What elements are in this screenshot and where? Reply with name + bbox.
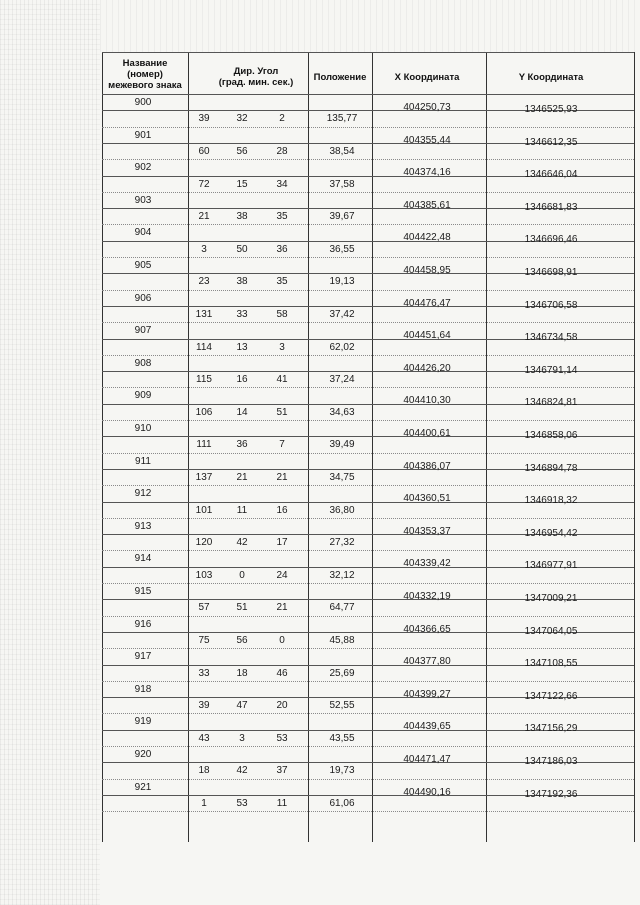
angle-degrees: 72 xyxy=(198,178,210,190)
angle-seconds: 28 xyxy=(276,145,288,157)
angle-degrees: 120 xyxy=(195,537,213,549)
scan-noise-top xyxy=(100,0,640,52)
grid-hline xyxy=(102,387,634,388)
angle-minutes: 42 xyxy=(236,765,248,777)
angle-seconds: 35 xyxy=(276,211,288,223)
angle-degrees: 103 xyxy=(195,569,213,581)
grid-hline xyxy=(102,583,634,584)
grid-hline xyxy=(102,779,634,780)
segment-length: 37,24 xyxy=(329,374,355,386)
angle-degrees: 106 xyxy=(195,406,213,418)
point-y-coordinate: 1347009,21 xyxy=(524,593,578,604)
angle-minutes: 21 xyxy=(236,471,248,483)
segment-length: 135,77 xyxy=(326,113,358,125)
angle-seconds: 3 xyxy=(279,341,285,353)
point-name: 904 xyxy=(134,227,152,239)
angle-minutes: 16 xyxy=(236,374,248,386)
header-x: X Координата xyxy=(394,72,460,83)
point-y-coordinate: 1346894,78 xyxy=(524,462,578,474)
angle-seconds: 16 xyxy=(276,504,288,516)
point-x-coordinate: 404426,20 xyxy=(403,362,451,374)
grid-hline xyxy=(102,52,634,53)
point-name: 909 xyxy=(134,390,152,402)
angle-degrees: 18 xyxy=(198,765,210,777)
angle-minutes: 36 xyxy=(236,439,248,451)
point-y-coordinate: 1347064,05 xyxy=(524,625,578,637)
grid-hline xyxy=(102,355,634,356)
point-y-coordinate: 1346646,04 xyxy=(524,169,578,181)
angle-minutes: 33 xyxy=(236,308,248,320)
segment-length: 19,73 xyxy=(329,765,355,777)
angle-seconds: 21 xyxy=(276,602,288,614)
grid-vline xyxy=(308,52,309,842)
angle-seconds: 21 xyxy=(276,471,288,483)
grid-hline xyxy=(102,811,634,812)
segment-length: 64,77 xyxy=(329,602,355,614)
grid-hline xyxy=(102,159,634,160)
angle-degrees: 60 xyxy=(198,145,210,157)
angle-degrees: 33 xyxy=(198,667,210,679)
angle-seconds: 34 xyxy=(276,178,288,190)
grid-vline xyxy=(634,52,635,842)
grid-hline xyxy=(102,648,634,649)
header-angle-sub: (град. мин. сек.) xyxy=(218,77,294,88)
boundary-coordinates-table xyxy=(102,52,634,905)
angle-degrees: 111 xyxy=(196,439,212,451)
point-name: 902 xyxy=(134,162,152,174)
point-name: 913 xyxy=(134,520,152,532)
grid-hline xyxy=(102,127,634,128)
angle-minutes: 32 xyxy=(236,113,248,125)
angle-seconds: 53 xyxy=(276,732,288,744)
point-y-coordinate: 1346612,35 xyxy=(524,136,578,148)
point-x-coordinate: 404339,42 xyxy=(403,558,451,570)
point-x-coordinate: 404377,80 xyxy=(403,656,451,668)
segment-length: 19,13 xyxy=(329,276,355,288)
point-y-coordinate: 1347156,29 xyxy=(524,723,578,735)
point-y-coordinate: 1346858,06 xyxy=(524,430,578,441)
point-x-coordinate: 404399,27 xyxy=(403,688,451,700)
point-x-coordinate: 404476,47 xyxy=(403,297,451,309)
angle-degrees: 114 xyxy=(196,341,212,353)
point-x-coordinate: 404353,37 xyxy=(403,525,451,537)
point-x-coordinate: 404360,51 xyxy=(403,493,451,505)
point-name: 920 xyxy=(134,749,152,760)
angle-seconds: 58 xyxy=(276,308,288,320)
point-y-coordinate: 1346525,93 xyxy=(524,104,578,115)
grid-vline xyxy=(188,52,189,842)
point-name: 912 xyxy=(134,488,152,500)
point-x-coordinate: 404400,61 xyxy=(403,428,451,439)
angle-degrees: 75 xyxy=(198,634,210,646)
angle-degrees: 1 xyxy=(201,797,207,809)
segment-length: 37,42 xyxy=(329,308,355,320)
angle-seconds: 7 xyxy=(279,439,285,451)
scan-noise-left xyxy=(0,0,100,905)
angle-degrees: 115 xyxy=(196,374,212,386)
grid-hline xyxy=(102,746,634,747)
header-y: Y Координата xyxy=(518,72,584,83)
point-x-coordinate: 404355,44 xyxy=(403,134,451,146)
angle-seconds: 24 xyxy=(276,569,288,581)
point-y-coordinate: 1346696,46 xyxy=(524,234,578,246)
segment-length: 36,55 xyxy=(329,243,355,255)
angle-degrees: 101 xyxy=(195,504,213,516)
point-name: 908 xyxy=(134,357,152,369)
grid-hline xyxy=(102,453,634,454)
angle-degrees: 43 xyxy=(198,732,210,744)
angle-minutes: 47 xyxy=(236,700,248,712)
segment-length: 38,54 xyxy=(329,145,355,157)
point-name: 906 xyxy=(134,292,152,304)
point-y-coordinate: 1346977,91 xyxy=(524,560,578,572)
point-y-coordinate: 1346918,32 xyxy=(524,495,578,507)
point-x-coordinate: 404439,65 xyxy=(403,721,451,733)
angle-degrees: 23 xyxy=(198,276,210,288)
grid-hline xyxy=(102,94,634,95)
point-x-coordinate: 404471,47 xyxy=(403,754,451,765)
point-name: 914 xyxy=(134,553,152,565)
angle-seconds: 51 xyxy=(276,406,288,418)
point-name: 903 xyxy=(134,194,152,206)
header-length: Положение xyxy=(313,72,367,83)
angle-seconds: 17 xyxy=(276,537,288,549)
point-x-coordinate: 404374,16 xyxy=(403,167,451,179)
point-y-coordinate: 1347122,66 xyxy=(524,690,578,702)
point-x-coordinate: 404385,61 xyxy=(403,199,451,211)
point-x-coordinate: 404490,16 xyxy=(403,786,451,798)
point-x-coordinate: 404332,19 xyxy=(403,591,451,602)
angle-minutes: 42 xyxy=(236,537,248,549)
point-name: 919 xyxy=(134,716,152,728)
angle-minutes: 13 xyxy=(236,341,248,353)
angle-seconds: 41 xyxy=(276,374,288,386)
point-x-coordinate: 404250,73 xyxy=(403,102,451,113)
segment-length: 34,63 xyxy=(329,406,355,418)
angle-seconds: 20 xyxy=(276,700,288,712)
segment-length: 25,69 xyxy=(329,667,355,679)
segment-length: 27,32 xyxy=(329,537,355,549)
header-angle: Дир. Угол xyxy=(233,66,279,77)
angle-degrees: 137 xyxy=(195,471,213,483)
header-name: Название (номер) межевого знака xyxy=(108,58,182,91)
point-name: 905 xyxy=(134,260,152,271)
grid-hline xyxy=(102,192,634,193)
angle-minutes: 51 xyxy=(236,602,248,614)
point-name: 901 xyxy=(134,129,152,141)
segment-length: 39,67 xyxy=(329,211,355,223)
angle-minutes: 38 xyxy=(236,276,248,288)
segment-length: 37,58 xyxy=(329,178,355,190)
grid-hline xyxy=(102,518,634,519)
angle-degrees: 3 xyxy=(201,243,207,255)
angle-minutes: 11 xyxy=(236,504,248,516)
point-y-coordinate: 1346824,81 xyxy=(524,397,578,409)
grid-hline xyxy=(102,681,634,682)
angle-seconds: 2 xyxy=(279,113,285,125)
point-name: 910 xyxy=(134,423,152,434)
grid-hline xyxy=(102,290,634,291)
point-name: 915 xyxy=(134,586,152,597)
point-y-coordinate: 1346681,83 xyxy=(524,201,578,213)
angle-minutes: 50 xyxy=(236,243,248,255)
point-y-coordinate: 1346706,58 xyxy=(524,299,578,311)
angle-degrees: 57 xyxy=(198,602,210,614)
segment-length: 39,49 xyxy=(329,439,355,451)
point-y-coordinate: 1346698,91 xyxy=(524,267,578,278)
angle-seconds: 37 xyxy=(276,765,288,777)
angle-seconds: 11 xyxy=(276,797,288,809)
point-x-coordinate: 404386,07 xyxy=(403,460,451,472)
point-y-coordinate: 1347192,36 xyxy=(524,788,578,800)
angle-minutes: 56 xyxy=(236,634,248,646)
segment-length: 62,02 xyxy=(329,341,355,353)
point-x-coordinate: 404451,64 xyxy=(403,330,451,342)
segment-length: 36,80 xyxy=(329,504,355,516)
point-x-coordinate: 404410,30 xyxy=(403,395,451,407)
angle-degrees: 131 xyxy=(195,308,213,320)
angle-minutes: 3 xyxy=(239,732,245,744)
angle-seconds: 36 xyxy=(276,243,288,255)
grid-hline xyxy=(102,485,634,486)
segment-length: 34,75 xyxy=(329,471,355,483)
point-y-coordinate: 1347108,55 xyxy=(524,658,578,670)
grid-hline xyxy=(102,322,634,323)
point-name: 918 xyxy=(134,683,152,695)
grid-hline xyxy=(102,616,634,617)
segment-length: 43,55 xyxy=(329,732,355,744)
grid-hline xyxy=(102,420,634,421)
point-x-coordinate: 404458,95 xyxy=(403,265,451,276)
segment-length: 45,88 xyxy=(329,634,355,646)
grid-hline xyxy=(102,550,634,551)
angle-minutes: 56 xyxy=(236,145,248,157)
point-name: 921 xyxy=(134,781,152,793)
point-name: 916 xyxy=(134,618,152,630)
point-name: 900 xyxy=(134,97,152,108)
angle-minutes: 15 xyxy=(236,178,248,190)
angle-minutes: 53 xyxy=(236,797,248,809)
point-y-coordinate: 1346734,58 xyxy=(524,332,578,344)
point-y-coordinate: 1346954,42 xyxy=(524,527,578,539)
angle-seconds: 0 xyxy=(279,634,285,646)
segment-length: 52,55 xyxy=(329,700,355,712)
angle-degrees: 39 xyxy=(198,700,210,712)
segment-length: 32,12 xyxy=(329,569,355,581)
segment-length: 61,06 xyxy=(329,797,355,809)
point-x-coordinate: 404366,65 xyxy=(403,623,451,635)
point-name: 907 xyxy=(134,325,152,337)
angle-degrees: 39 xyxy=(198,113,210,125)
point-name: 917 xyxy=(134,651,152,663)
point-y-coordinate: 1346791,14 xyxy=(524,364,578,376)
point-name: 911 xyxy=(135,455,151,467)
angle-seconds: 46 xyxy=(276,667,288,679)
angle-seconds: 35 xyxy=(276,276,288,288)
angle-minutes: 14 xyxy=(236,406,248,418)
angle-minutes: 38 xyxy=(236,211,248,223)
point-x-coordinate: 404422,48 xyxy=(403,232,451,244)
angle-minutes: 0 xyxy=(239,569,245,581)
angle-minutes: 18 xyxy=(236,667,248,679)
grid-hline xyxy=(102,257,634,258)
grid-hline xyxy=(102,713,634,714)
point-y-coordinate: 1347186,03 xyxy=(524,756,578,767)
angle-degrees: 21 xyxy=(198,211,210,223)
grid-hline xyxy=(102,224,634,225)
